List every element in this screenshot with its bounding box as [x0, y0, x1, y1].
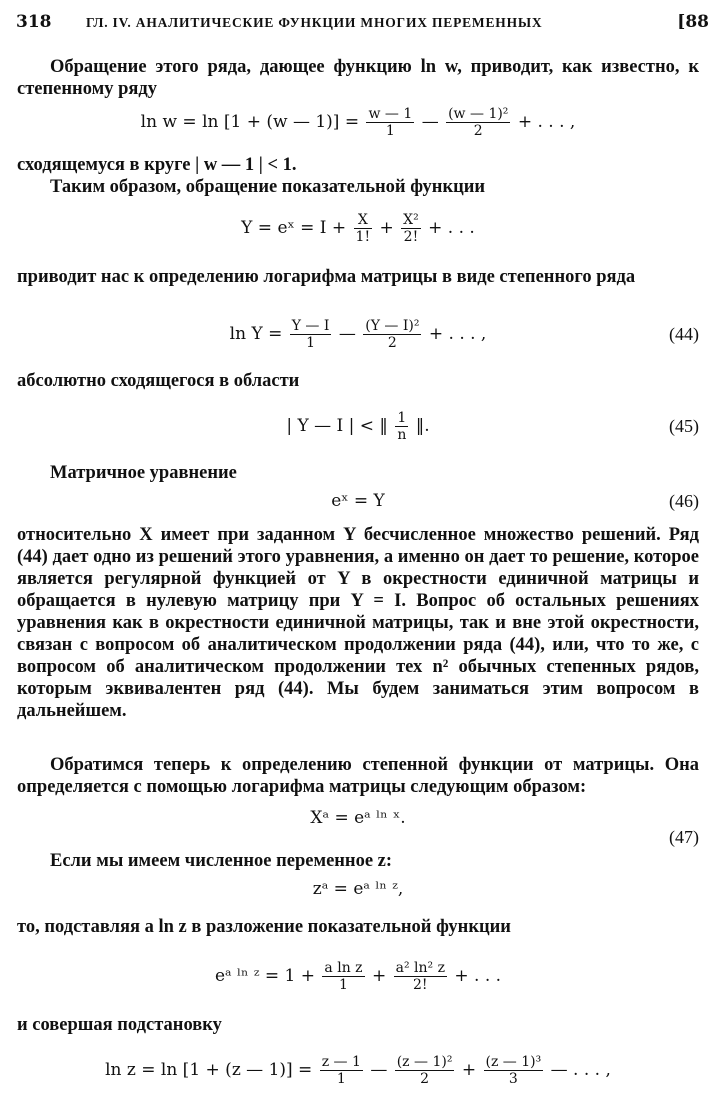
page-body	[17, 56, 699, 1096]
eq44-op: —	[338, 324, 356, 344]
equation-number-47: (47)	[669, 827, 699, 847]
eq45-tail: ‖.	[415, 416, 430, 436]
eqexp-tail: + . . .	[454, 966, 502, 986]
eq45-frac: $\frac{1}{n}$	[397, 410, 407, 443]
eq45-lhs: | Y — I | < ‖	[286, 416, 388, 436]
eq2-frac2: $\frac{\text{X²}}{2!}$	[403, 212, 419, 245]
eqexp-lhs: eᵃ ˡⁿ ᶻ = 1 +	[214, 966, 316, 986]
equation-z-power	[17, 872, 699, 906]
eq2-lhs: Y = eˣ = I +	[241, 218, 347, 238]
eq44-frac2: $\frac{\text{(Y — I)²}}{2}$	[365, 318, 420, 351]
paragraph-6: Матричное уравнение	[50, 463, 237, 483]
paragraph-9: Если мы имеем численное переменное z:	[50, 851, 393, 871]
eq44-frac1: $\frac{Y — I}{1}$	[291, 318, 330, 351]
eqlast-tail: — . . . ,	[550, 1060, 611, 1080]
equation-exp-ln-z	[17, 948, 699, 1004]
eq2-frac1: $\frac{X}{1!}$	[355, 212, 371, 245]
paragraph-2: сходящемуся в круге | w — 1 | < 1.	[17, 155, 297, 175]
eq1-op: —	[421, 112, 439, 132]
equation-45	[17, 400, 699, 452]
equation-47	[17, 798, 699, 850]
eqlast-frac1: $\frac{z — 1}{1}$	[321, 1054, 361, 1087]
paragraph-10: то, подставляя a ln z в разложение показательной функции	[17, 917, 511, 937]
equation-exp-series	[17, 204, 699, 252]
section-number: [88	[677, 12, 709, 32]
eqz-content: zᵃ = eᵃ ˡⁿ ᶻ,	[312, 879, 404, 899]
eqlast-lhs: ln z = ln [1 + (z — 1)] =	[105, 1060, 313, 1080]
equation-ln-w	[17, 100, 699, 144]
equation-number-45: (45)	[669, 416, 699, 436]
equation-ln-z	[17, 1044, 699, 1096]
eqlast-frac2: $\frac{\text{(z — 1)²}}{2}$	[396, 1054, 453, 1087]
eq1-frac1: $\frac{w — 1}{1}$	[368, 106, 413, 139]
eqlast-op2: +	[461, 1060, 477, 1080]
paragraph-1: Обращение этого ряда, дающее функцию ln w, приводит, как известно, к степенному ряду	[17, 57, 699, 99]
eqexp-op: +	[371, 966, 387, 986]
paragraph-8: Обратимся теперь к определению степенной функции от матрицы. Она определяется с помощью логарифма матрицы следующим образом:	[17, 755, 699, 797]
page-number: 318	[16, 12, 52, 32]
paragraph-11: и совершая подстановку	[17, 1015, 222, 1035]
eq1-frac2: $\frac{\text{(w — 1)²}}{2}$	[448, 106, 509, 139]
paragraph-7: относительно X имеет при заданном Y бесчисленное множество решений. Ряд (44) дает одно из решений этого уравнения, а именно он дает то решение, которое является регулярной функцией от Y в окрестности единичной матрицы и обращается в нулевую матрицу при Y = I. Вопрос об остальных решениях уравнения как в окрестности единичной матрицы, так и вне этой окрестности, связан с вопросом об аналитическом продолжении ряда (44), или, что то же, с вопросом об аналитическом продолжении тех n² обычных степенных рядов, которым эквивалентен ряд (44). Мы будем заниматься этим вопросом в дальнейшем.	[17, 525, 699, 721]
equation-46	[17, 484, 699, 518]
equation-44	[17, 310, 699, 358]
eq44-tail: + . . . ,	[428, 324, 487, 344]
chapter-title: ГЛ. IV. АНАЛИТИЧЕСКИЕ ФУНКЦИИ МНОГИХ ПЕРЕМЕННЫХ	[86, 15, 543, 30]
equation-number-46: (46)	[669, 491, 699, 511]
eqexp-frac2: $\frac{\text{a² ln² z}}{2!}$	[395, 960, 445, 993]
eq1-lhs: ln w = ln [1 + (w — 1)] =	[140, 112, 360, 132]
eqlast-frac3: $\frac{\text{(z — 1)³}}{3}$	[485, 1054, 542, 1087]
paragraph-5: абсолютно сходящегося в области	[17, 371, 300, 391]
eq2-tail: + . . .	[428, 218, 475, 238]
paragraph-3: Таким образом, обращение показательной функции	[50, 177, 486, 197]
eq2-op: +	[379, 218, 394, 238]
eq47-content: Xᵃ = eᵃ ˡⁿ ˣ.	[310, 808, 406, 828]
equation-number-44: (44)	[669, 324, 699, 344]
eq46-content: eˣ = Y	[331, 491, 385, 511]
eq44-lhs: ln Y =	[229, 324, 283, 344]
eqexp-frac1: $\frac{\text{a ln z}}{1}$	[324, 960, 363, 993]
eqlast-op1: —	[370, 1060, 388, 1080]
page-header	[16, 12, 709, 40]
eq1-tail: + . . . ,	[517, 112, 576, 132]
paragraph-4: приводит нас к определению логарифма матрицы в виде степенного ряда	[17, 267, 636, 287]
